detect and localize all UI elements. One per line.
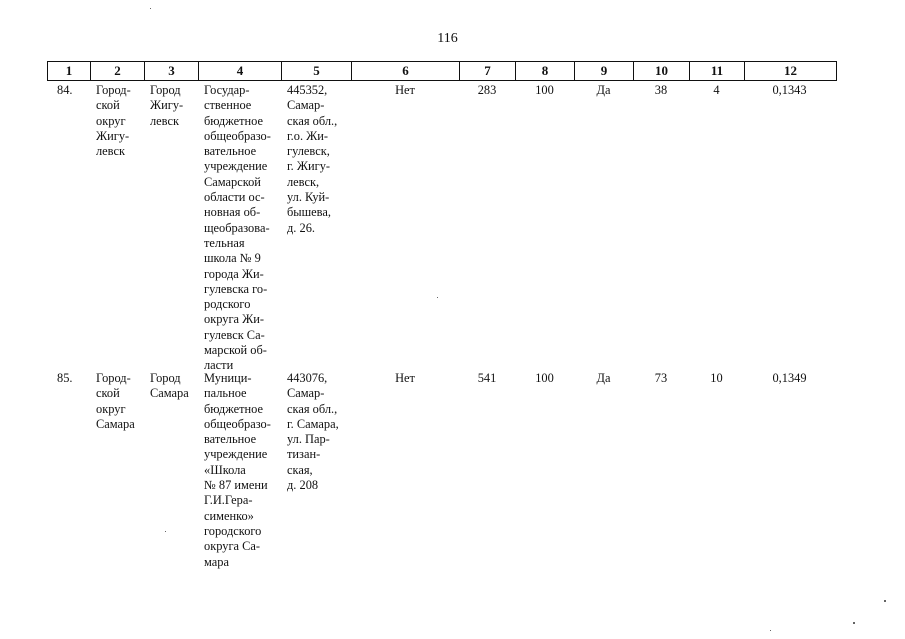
institution-line: бюджетное xyxy=(204,113,264,128)
address-line: 445352, xyxy=(287,83,328,97)
scan-speck xyxy=(165,531,166,532)
district-line: Город- xyxy=(96,371,131,385)
district-line: округ xyxy=(96,401,126,416)
address-line: левск, xyxy=(287,174,320,189)
institution-line: Муници- xyxy=(204,371,252,385)
col6-value: Нет xyxy=(395,371,415,385)
header-col-11: 11 xyxy=(690,62,745,80)
institution-line: родского xyxy=(204,297,251,312)
col12-value: 0,1349 xyxy=(772,371,807,385)
col10-value: 73 xyxy=(654,371,668,385)
address-line: Самар- xyxy=(287,386,325,401)
address-line: 443076, xyxy=(287,371,328,385)
scan-speck xyxy=(150,8,151,9)
district-line: левск xyxy=(96,144,125,159)
scan-speck xyxy=(853,622,855,624)
col8-value: 100 xyxy=(535,83,554,97)
institution-line: гулевска го- xyxy=(204,281,268,296)
city-cell xyxy=(144,371,198,570)
scan-speck xyxy=(437,297,438,298)
address-line: бышева, xyxy=(287,205,331,220)
address-line: г.о. Жи- xyxy=(287,128,329,143)
city-line: Самара xyxy=(150,386,189,401)
table-row xyxy=(47,371,837,570)
district-cell xyxy=(90,83,144,374)
institution-line: пальное xyxy=(204,386,247,401)
institution-line: тельная xyxy=(204,235,245,250)
address-line: ская обл., xyxy=(287,401,338,416)
header-col-2: 2 xyxy=(91,62,145,80)
table-row xyxy=(47,83,837,374)
institution-line: № 87 имени xyxy=(204,478,268,493)
header-col-5: 5 xyxy=(282,62,352,80)
institution-line: Государ- xyxy=(204,83,250,97)
header-col-3: 3 xyxy=(145,62,199,80)
page-number: 116 xyxy=(437,31,458,46)
institution-line: вательное xyxy=(204,144,257,159)
district-line: ской xyxy=(96,386,120,401)
institution-line: ственное xyxy=(204,98,252,113)
address-line: гулевск, xyxy=(287,144,330,159)
district-line: ской xyxy=(96,98,120,113)
institution-line: бюджетное xyxy=(204,401,264,416)
institution-line: школа № 9 xyxy=(204,251,261,266)
col9-value: Да xyxy=(596,371,611,385)
address-line: д. 26. xyxy=(287,220,315,235)
institution-line: области ос- xyxy=(204,190,265,205)
institution-line: новная об- xyxy=(204,205,261,220)
col10-value: 38 xyxy=(654,83,668,97)
header-col-4: 4 xyxy=(199,62,282,80)
institution-cell xyxy=(198,83,281,374)
table-header xyxy=(47,61,837,81)
institution-line: учреждение xyxy=(204,159,268,174)
city-line: Город xyxy=(150,371,181,385)
col11-value: 4 xyxy=(713,83,720,97)
institution-line: вательное xyxy=(204,432,257,447)
address-cell xyxy=(281,371,351,570)
col9-value: Да xyxy=(596,83,611,97)
district-line: Самара xyxy=(96,416,135,431)
institution-line: учреждение xyxy=(204,447,268,462)
address-line: ская, xyxy=(287,462,313,477)
district-cell xyxy=(90,371,144,570)
address-line: Самар- xyxy=(287,98,325,113)
institution-line: города Жи- xyxy=(204,266,264,281)
district-line: Жигу- xyxy=(96,128,130,143)
address-cell xyxy=(281,83,351,374)
district-line: округ xyxy=(96,113,126,128)
header-col-10: 10 xyxy=(634,62,690,80)
city-line: левск xyxy=(150,113,179,128)
city-line: Жигу- xyxy=(150,98,184,113)
col8-value: 100 xyxy=(535,371,554,385)
district-line: Город- xyxy=(96,83,131,97)
address-line: г. Жигу- xyxy=(287,159,331,174)
institution-line: «Школа xyxy=(204,462,246,477)
institution-line: общеобразо- xyxy=(204,128,271,143)
col12-value: 0,1343 xyxy=(772,83,807,97)
institution-line: марской об- xyxy=(204,343,267,358)
row-number: 84. xyxy=(57,83,73,97)
institution-line: сименко» xyxy=(204,508,254,523)
header-col-1: 1 xyxy=(48,62,91,80)
institution-line: ласти xyxy=(204,358,234,373)
institution-line: общеобразо- xyxy=(204,416,271,431)
header-col-9: 9 xyxy=(575,62,634,80)
address-line: ул. Пар- xyxy=(287,432,330,447)
institution-cell xyxy=(198,371,281,570)
address-line: ул. Куй- xyxy=(287,190,330,205)
address-line: г. Самара, xyxy=(287,416,339,431)
city-cell xyxy=(144,83,198,374)
institution-line: гулевск Са- xyxy=(204,327,265,342)
institution-line: округа Са- xyxy=(204,539,261,554)
address-line: д. 208 xyxy=(287,478,319,493)
col6-value: Нет xyxy=(395,83,415,97)
header-col-8: 8 xyxy=(516,62,575,80)
col7-value: 541 xyxy=(477,371,497,385)
institution-line: округа Жи- xyxy=(204,312,264,327)
header-col-7: 7 xyxy=(460,62,516,80)
institution-line: Самарской xyxy=(204,174,261,189)
header-col-6: 6 xyxy=(352,62,460,80)
city-line: Город xyxy=(150,83,181,97)
institution-line: городского xyxy=(204,523,262,538)
col7-value: 283 xyxy=(477,83,497,97)
institution-line: щеобразова- xyxy=(204,220,270,235)
address-line: ская обл., xyxy=(287,113,338,128)
institution-line: Г.И.Гера- xyxy=(204,493,253,508)
header-col-12: 12 xyxy=(784,63,797,78)
row-number: 85. xyxy=(57,371,73,385)
col11-value: 10 xyxy=(710,371,723,385)
scan-speck xyxy=(884,600,886,602)
address-line: тизан- xyxy=(287,447,321,462)
scan-speck xyxy=(770,630,771,631)
institution-line: мара xyxy=(204,554,229,569)
